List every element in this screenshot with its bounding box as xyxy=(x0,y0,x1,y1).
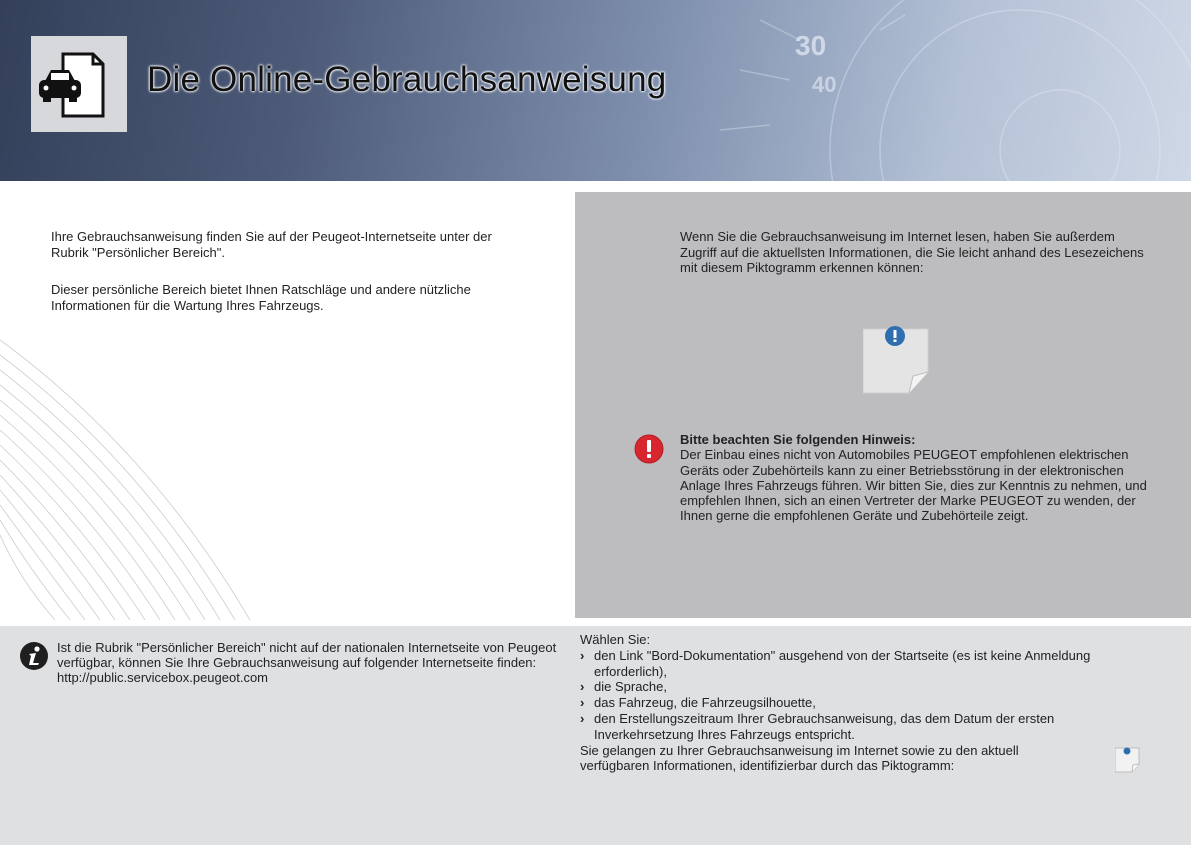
info-url[interactable]: http://public.servicebox.peugeot.com xyxy=(57,670,269,686)
info-icon xyxy=(19,641,49,671)
decorative-lines xyxy=(0,330,260,620)
warning-title: Bitte beachten Sie folgenden Hinweis: xyxy=(680,432,916,447)
bookmark-info-small-icon xyxy=(1115,746,1141,774)
select-footer: Sie gelangen zu Ihrer Gebrauchsanweisung im Internet sowie zu den aktuell verfügbaren Informationen, identifizierbar durch das Piktogramm: xyxy=(580,742,1019,774)
info-note xyxy=(57,640,557,686)
intro-paragraph-2: Dieser persönliche Bereich bietet Ihnen Ratschläge und andere nützliche Informationen für die Wartung Ihres Fahrzeugs. xyxy=(51,282,471,313)
chevron-right-icon: › xyxy=(580,695,585,711)
chevron-right-icon: › xyxy=(580,679,585,695)
intro-text xyxy=(51,229,531,335)
header-banner xyxy=(0,0,1191,181)
page-title: Die Online-Gebrauchsanweisung xyxy=(147,60,667,99)
chevron-right-icon: › xyxy=(580,647,585,663)
warning-body: Der Einbau eines nicht von Automobiles PEUGEOT empfohlenen elektrischen Geräts oder Zubehörteils kann zu einer Betriebsstörung in der elektronischen Anlage Ihres Fahrzeugs führen. Wir bitten Sie, dies zur Kenntnis zu nehmen, und empfehlen Ihnen, sich an einen Vertreter der Marke PEUGEOT zu wenden, der Ihnen gerne die empfohlenen Geräte und Zubehörteile zeigt. xyxy=(680,447,1147,524)
select-list xyxy=(580,648,1140,743)
list-item: › den Erstellungszeitraum Ihrer Gebrauchsanweisung, das dem Datum der ersten Inverkehrsetzung Ihres Fahrzeugs entspricht. xyxy=(580,710,1055,742)
list-item: › den Link "Bord-Dokumentation" ausgehend von der Startseite (es ist keine Anmeldung erforderlich), xyxy=(580,647,1091,679)
select-heading: Wählen Sie: xyxy=(580,632,651,647)
gauge-number-30: 30 xyxy=(795,30,827,61)
warning-icon xyxy=(634,434,664,464)
list-item: › die Sprache, xyxy=(580,679,667,695)
bookmark-info-icon xyxy=(863,324,933,396)
car-document-icon xyxy=(31,36,127,132)
list-item: › das Fahrzeug, die Fahrzeugsilhouette, xyxy=(580,695,816,711)
select-instructions xyxy=(580,632,1140,774)
gauge-number-40: 40 xyxy=(812,72,837,97)
panel-intro: Wenn Sie die Gebrauchsanweisung im Internet lesen, haben Sie außerdem Zugriff auf die aktuellsten Informationen, die Sie leicht anhand des Lesezeichens mit diesem Piktogramm erkennen können: xyxy=(680,229,1144,275)
warning-notice xyxy=(680,432,1150,524)
chevron-right-icon: › xyxy=(580,710,585,726)
intro-paragraph-1: Ihre Gebrauchsanweisung finden Sie auf der Peugeot-Internetseite unter der Rubrik "Persönlicher Bereich". xyxy=(51,229,492,260)
info-note-text: Ist die Rubrik "Persönlicher Bereich" nicht auf der nationalen Internetseite von Peugeot verfügbar, können Sie Ihre Gebrauchsanweisung auf folgender Internetseite finden: xyxy=(57,640,557,671)
